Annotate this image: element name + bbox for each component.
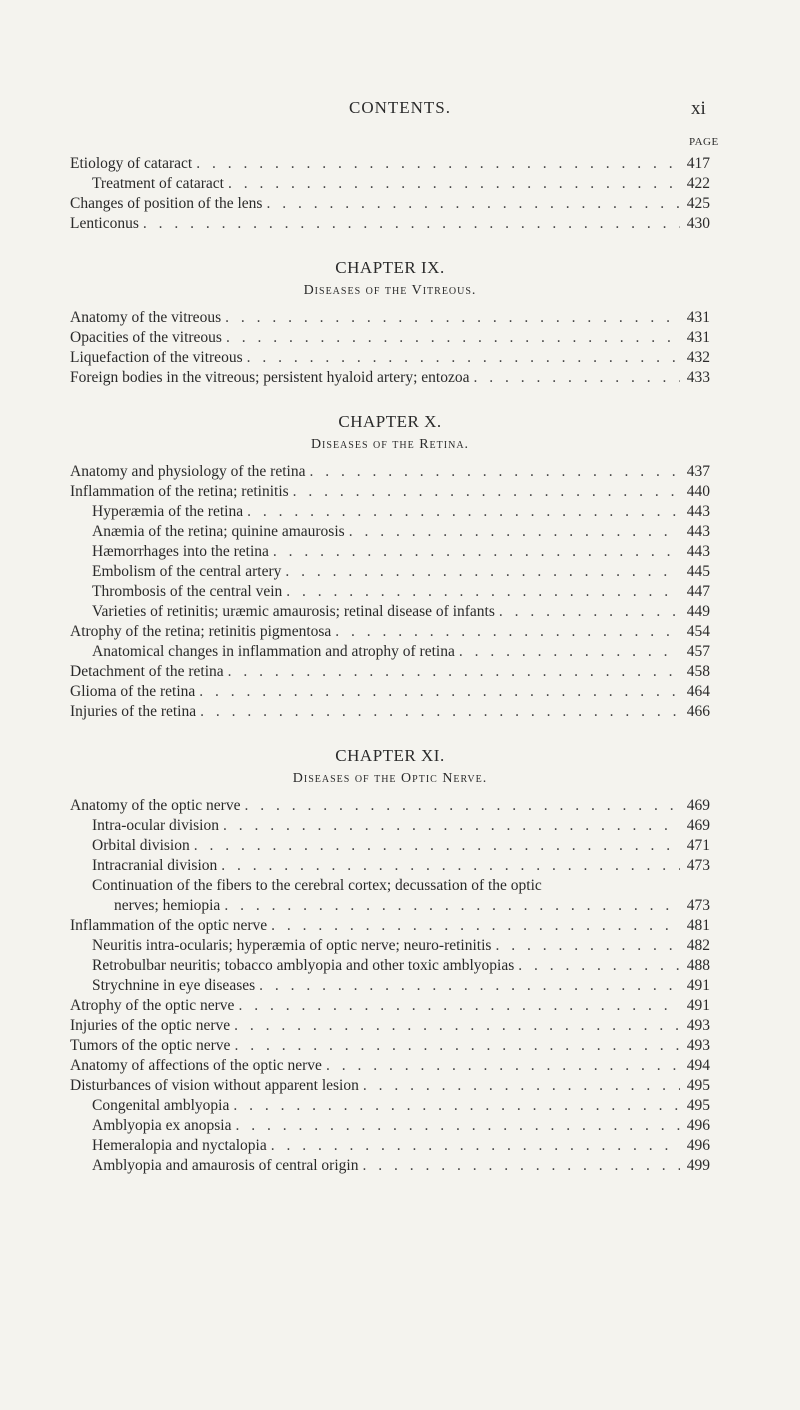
toc-entry-title: Amblyopia ex anopsia — [92, 1117, 232, 1134]
toc-entry-title: Anatomy of affections of the optic nerve — [70, 1057, 322, 1074]
toc-entry-title: Atrophy of the retina; retinitis pigmentosa — [70, 623, 332, 640]
toc-entry-page: 493 — [686, 1017, 710, 1034]
toc-entry — [70, 956, 710, 976]
toc-entry-page: 443 — [686, 523, 710, 540]
dot-leader — [469, 368, 680, 388]
toc-entry-title: Atrophy of the optic nerve — [70, 997, 235, 1014]
dot-leader — [231, 1116, 680, 1136]
toc-entry-page: 454 — [686, 623, 710, 640]
toc-entry — [70, 348, 710, 368]
dot-leader — [230, 1036, 680, 1056]
toc-entry-page: 499 — [686, 1157, 710, 1174]
toc-entry-page: 473 — [686, 897, 710, 914]
toc-entry — [70, 562, 710, 582]
dot-leader — [267, 1136, 680, 1156]
toc-entry-title: Glioma of the retina — [70, 683, 196, 700]
dot-leader — [221, 308, 680, 328]
toc-entry-title: Injuries of the retina — [70, 703, 197, 720]
chapter-subtitle: Diseases of the Retina. — [310, 437, 470, 452]
toc-entry-page: 433 — [686, 369, 710, 386]
dot-leader — [220, 896, 680, 916]
dot-leader — [139, 214, 680, 234]
toc-entry-title: Tumors of the optic nerve — [70, 1037, 231, 1054]
toc-entry-title: Intracranial division — [92, 857, 218, 874]
dot-leader — [255, 976, 680, 996]
toc-entry — [70, 174, 710, 194]
page-column-label: PAGE — [689, 136, 719, 148]
toc-entry-page: 494 — [686, 1057, 710, 1074]
toc-entry-title: Anatomy of the optic nerve — [70, 797, 241, 814]
toc-entry — [70, 1096, 710, 1116]
dot-leader — [455, 642, 680, 662]
toc-entry — [70, 368, 710, 388]
toc-entry — [70, 996, 710, 1016]
toc-entry-page: 473 — [686, 857, 710, 874]
toc-entry-title: Anatomy and physiology of the retina — [70, 463, 306, 480]
dot-leader — [495, 602, 680, 622]
toc-entry-title: Opacities of the vitreous — [70, 329, 222, 346]
toc-entry — [70, 602, 710, 622]
toc-entry-page: 443 — [686, 543, 710, 560]
toc-entry — [70, 194, 710, 214]
toc-entry-page: 466 — [686, 703, 710, 720]
toc-entry-title: Inflammation of the retina; retinitis — [70, 483, 289, 500]
toc-entry-page: 496 — [686, 1137, 710, 1154]
toc-entry-title: Thrombosis of the central vein — [92, 583, 283, 600]
toc-entry — [70, 796, 710, 816]
dot-leader — [262, 194, 680, 214]
dot-leader — [359, 1076, 680, 1096]
toc-entry — [70, 582, 710, 602]
toc-entry-title: Hyperæmia of the retina — [92, 503, 244, 520]
toc-entry-page: 488 — [686, 957, 710, 974]
toc-entry-title: Detachment of the retina — [70, 663, 224, 680]
dot-leader — [331, 622, 680, 642]
toc-entry-title: Intra-ocular division — [92, 817, 219, 834]
toc-entry — [70, 1016, 710, 1036]
toc-entry-title: Hæmorrhages into the retina — [92, 543, 269, 560]
toc-entry-page: 449 — [686, 603, 710, 620]
toc-entry-title: Amblyopia and amaurosis of central origin — [92, 1157, 359, 1174]
toc-entry-title: Anatomical changes in inflammation and atrophy of retina — [92, 643, 455, 660]
toc-entry-page: 495 — [686, 1077, 710, 1094]
toc-entry-page: 491 — [686, 997, 710, 1014]
toc-entry-page: 425 — [686, 195, 710, 212]
dot-leader — [281, 562, 680, 582]
dot-leader — [195, 682, 680, 702]
toc-entry — [70, 1116, 710, 1136]
dot-leader — [234, 996, 680, 1016]
toc-entry-title: Orbital division — [92, 837, 190, 854]
toc-entry-page: 469 — [686, 797, 710, 814]
toc-entry-page: 495 — [686, 1097, 710, 1114]
toc-entry-title: Disturbances of vision without apparent lesion — [70, 1077, 359, 1094]
toc-entry-page: 493 — [686, 1037, 710, 1054]
toc-entry-page: 437 — [686, 463, 710, 480]
toc-entry — [70, 1036, 710, 1056]
dot-leader — [222, 328, 680, 348]
dot-leader — [514, 956, 680, 976]
toc-entry-title: Varieties of retinitis; uræmic amaurosis; retinal disease of infants — [92, 603, 495, 620]
toc-entry — [70, 976, 710, 996]
toc-entry-page: 496 — [686, 1117, 710, 1134]
toc-entry — [70, 482, 710, 502]
toc-entry-page: 430 — [686, 215, 710, 232]
toc-entry-title: Congenital amblyopia — [92, 1097, 230, 1114]
toc-entry-page: 464 — [686, 683, 710, 700]
toc-entry — [70, 916, 710, 936]
toc-entry — [70, 836, 710, 856]
chapter-title: CHAPTER XI. — [335, 746, 445, 765]
toc-entry-page: 431 — [686, 309, 710, 326]
toc-entry-page: 447 — [686, 583, 710, 600]
dot-leader — [345, 522, 680, 542]
chapter-subtitle: Diseases of the Optic Nerve. — [292, 771, 488, 786]
toc-entry — [70, 522, 710, 542]
toc-entry — [70, 462, 710, 482]
dot-leader — [190, 836, 680, 856]
toc-entry-title: Injuries of the optic nerve — [70, 1017, 231, 1034]
toc-entry — [70, 1156, 710, 1176]
dot-leader — [282, 582, 680, 602]
running-head: CONTENTS. — [348, 98, 452, 117]
dot-leader — [230, 1016, 680, 1036]
toc-entry-title: Inflammation of the optic nerve — [70, 917, 268, 934]
toc-entry — [70, 642, 710, 662]
toc-entry — [70, 662, 710, 682]
toc-entry-page: 431 — [686, 329, 710, 346]
toc-entry — [70, 1136, 710, 1156]
toc-entry-title: Anatomy of the vitreous — [70, 309, 222, 326]
toc-entry — [70, 502, 710, 522]
dot-leader — [192, 154, 680, 174]
toc-entry — [70, 214, 710, 234]
dot-leader — [219, 816, 680, 836]
toc-entry-title: Retrobulbar neuritis; tobacco amblyopia and other toxic amblyopias — [92, 957, 515, 974]
toc-entry-title: Liquefaction of the vitreous — [70, 349, 243, 366]
dot-leader — [243, 348, 680, 368]
toc-entry-page: 432 — [686, 349, 710, 366]
toc-entry — [70, 896, 710, 916]
toc-entry — [70, 308, 710, 328]
dot-leader — [305, 462, 680, 482]
table-of-contents — [70, 154, 710, 1176]
dot-leader — [358, 1156, 680, 1176]
toc-entry-page: 481 — [686, 917, 710, 934]
toc-entry-page: 482 — [686, 937, 710, 954]
dot-leader — [289, 482, 680, 502]
toc-entry-title: Lenticonus — [70, 215, 139, 232]
dot-leader — [224, 174, 680, 194]
toc-entry — [70, 856, 710, 876]
toc-entry-page: 471 — [686, 837, 710, 854]
toc-entry-page: 445 — [686, 563, 710, 580]
toc-entry-page: 422 — [686, 175, 710, 192]
toc-entry — [70, 682, 710, 702]
toc-entry — [70, 1076, 710, 1096]
toc-entry — [70, 816, 710, 836]
chapter-title: CHAPTER X. — [338, 412, 442, 431]
toc-entry-page: 443 — [686, 503, 710, 520]
dot-leader — [240, 796, 680, 816]
toc-entry-title: Hemeralopia and nyctalopia — [92, 1137, 267, 1154]
toc-entry-page: 417 — [686, 155, 710, 172]
toc-entry-title: Continuation of the fibers to the cerebral cortex; decussation of the optic — [92, 877, 542, 894]
toc-entry-page: 440 — [686, 483, 710, 500]
toc-entry — [70, 1056, 710, 1076]
dot-leader — [243, 502, 680, 522]
toc-entry — [70, 622, 710, 642]
dot-leader — [322, 1056, 680, 1076]
toc-entry — [70, 154, 710, 174]
toc-entry — [70, 936, 710, 956]
toc-entry-title: Treatment of cataract — [92, 175, 224, 192]
dot-leader — [224, 662, 680, 682]
toc-entry-page: 491 — [686, 977, 710, 994]
dot-leader — [491, 936, 680, 956]
toc-entry-title: Strychnine in eye diseases — [92, 977, 256, 994]
toc-entry-title: Embolism of the central artery — [92, 563, 282, 580]
toc-entry — [70, 542, 710, 562]
dot-leader — [217, 856, 680, 876]
page-folio: xi — [691, 98, 706, 119]
dot-leader — [196, 702, 680, 722]
toc-entry-title: Etiology of cataract — [70, 155, 193, 172]
toc-entry-title: Neuritis intra-ocularis; hyperæmia of optic nerve; neuro-retinitis — [92, 937, 492, 954]
toc-entry-page: 457 — [686, 643, 710, 660]
dot-leader — [267, 916, 680, 936]
chapter-title: CHAPTER IX. — [335, 258, 445, 277]
toc-entry — [70, 702, 710, 722]
toc-entry — [70, 876, 710, 896]
toc-entry-title: Foreign bodies in the vitreous; persistent hyaloid artery; entozoa — [70, 369, 470, 386]
toc-entry-page: 469 — [686, 817, 710, 834]
toc-entry-title: Changes of position of the lens — [70, 195, 263, 212]
dot-leader — [269, 542, 680, 562]
toc-entry-page: 458 — [686, 663, 710, 680]
toc-entry — [70, 328, 710, 348]
toc-entry-title: Anæmia of the retina; quinine amaurosis — [92, 523, 345, 540]
chapter-subtitle: Diseases of the Vitreous. — [303, 283, 477, 298]
dot-leader — [229, 1096, 680, 1116]
toc-entry-title: nerves; hemiopia — [114, 897, 221, 914]
